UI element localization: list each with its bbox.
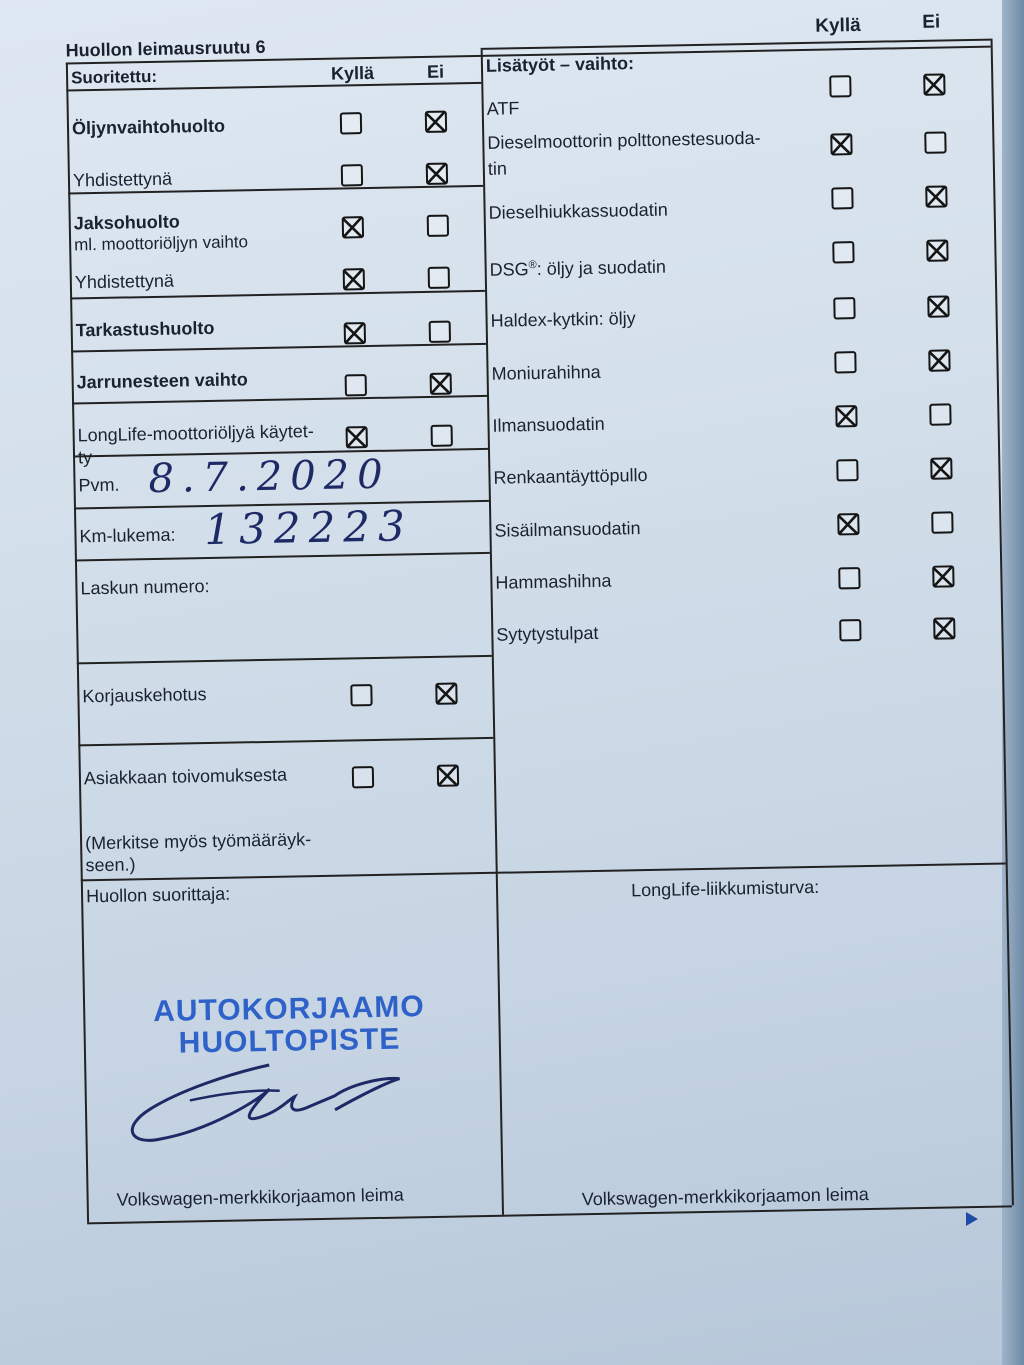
checkmark-icon <box>931 615 957 641</box>
checkbox-ei[interactable] <box>924 131 946 153</box>
signature <box>119 1056 421 1156</box>
checkbox-ei[interactable] <box>927 295 949 317</box>
right-col-yes: Kyllä <box>815 14 861 37</box>
signature-section-divider <box>81 862 1006 880</box>
date-value-handwritten: 8.7.2020 <box>148 451 391 503</box>
checkbox-ei[interactable] <box>430 373 452 395</box>
checkmark-icon <box>435 762 461 788</box>
checkmark-icon <box>341 266 367 292</box>
right-row-label: Dieselmoottorin polttonestesuoda- <box>487 127 761 153</box>
checkbox-ei[interactable] <box>932 565 954 587</box>
right-row-label: Hammashihna <box>495 570 612 593</box>
checkbox-ei[interactable] <box>429 321 451 343</box>
registered-mark: ® <box>528 258 537 272</box>
left-col-yes: Kyllä <box>330 62 375 84</box>
left-row-label: Yhdistettynä <box>74 270 175 293</box>
checkmark-icon <box>928 455 954 481</box>
invoice-number-label: Laskun numero: <box>80 575 210 599</box>
row-divider <box>72 395 487 404</box>
section-label-lisatyot: Lisätyöt – vaihto: <box>485 53 635 76</box>
right-stamp-caption: Volkswagen-merkkikorjaamon leima <box>581 1184 869 1210</box>
checkbox-kylla[interactable] <box>340 112 362 134</box>
longlife-label: LongLife-liikkumisturva: <box>630 876 820 901</box>
checkbox-ei[interactable] <box>931 511 953 533</box>
km-label: Km-lukema: <box>79 524 176 547</box>
stamp-line-1: AUTOKORJAAMO <box>152 990 425 1029</box>
section-label-suoritettu: Suoritettu: <box>70 66 158 88</box>
form-title: Huollon leimausruutu 6 <box>65 36 266 61</box>
right-row-label: Ilmansuodatin <box>492 413 605 436</box>
checkbox-kylla[interactable] <box>342 216 364 238</box>
checkbox-kylla[interactable] <box>829 75 851 97</box>
row-divider <box>77 655 492 664</box>
checkbox-kylla[interactable] <box>350 684 372 706</box>
checkbox-kylla[interactable] <box>835 405 857 427</box>
left-row-label: Jarrunesteen vaihto <box>76 369 248 393</box>
checkbox-kylla[interactable] <box>345 374 367 396</box>
next-page-arrow-icon <box>966 1212 978 1226</box>
checkbox-ei[interactable] <box>930 457 952 479</box>
checkbox-ei[interactable] <box>435 682 457 704</box>
checkmark-icon <box>342 320 368 346</box>
stamp-line-2: HUOLTOPISTE <box>178 1022 401 1060</box>
checkbox-kylla[interactable] <box>837 513 859 535</box>
checkmark-icon <box>428 370 454 396</box>
checkbox-kylla[interactable] <box>341 164 363 186</box>
checkbox-ei[interactable] <box>431 425 453 447</box>
checkmark-icon <box>433 680 459 706</box>
checkbox-kylla[interactable] <box>836 459 858 481</box>
left-row-label: LongLife-moottoriöljyä käytet- <box>77 421 314 446</box>
dsg-label-rest: : öljy ja suodatin <box>536 256 667 279</box>
checkbox-ei[interactable] <box>426 163 448 185</box>
right-row-label: Renkaantäyttöpullo <box>493 464 648 488</box>
row-divider <box>75 552 490 561</box>
right-col-no: Ei <box>922 11 941 33</box>
checkmark-icon <box>925 293 951 319</box>
left-row-label: Yhdistettynä <box>72 168 173 191</box>
date-label: Pvm. <box>78 474 120 496</box>
note-text: (Merkitse myös työmääräyk- <box>84 829 312 854</box>
row-divider <box>78 737 493 746</box>
note-text-cont: seen.) <box>85 854 136 876</box>
right-row-label: Dieselhiukkassuodatin <box>488 199 668 223</box>
checkbox-kylla[interactable] <box>834 351 856 373</box>
service-stamp-form <box>40 1 1012 1238</box>
checkmark-icon <box>833 403 859 429</box>
checkmark-icon <box>423 109 449 135</box>
left-row-label-cont: ty <box>77 447 93 468</box>
checkmark-icon <box>923 183 949 209</box>
right-row-label: Haldex-kytkin: öljy <box>490 308 636 331</box>
right-row-label: Sisäilmansuodatin <box>494 518 641 541</box>
performer-label: Huollon suorittaja: <box>85 883 231 907</box>
checkbox-ei[interactable] <box>425 111 447 133</box>
checkmark-icon <box>930 563 956 589</box>
checkmark-icon <box>344 424 370 450</box>
right-row-label <box>489 252 666 281</box>
checkbox-kylla[interactable] <box>838 567 860 589</box>
checkbox-ei[interactable] <box>428 267 450 289</box>
right-row-label: ATF <box>486 98 520 119</box>
checkbox-kylla[interactable] <box>833 297 855 319</box>
dsg-label: DSG <box>489 259 529 280</box>
checkbox-ei[interactable] <box>923 73 945 95</box>
checkbox-kylla[interactable] <box>343 268 365 290</box>
repair-recommendation-label: Korjauskehotus <box>82 684 207 707</box>
left-row-sublabel: ml. moottoriöljyn vaihto <box>73 232 249 255</box>
left-row-label: Jaksohuolto <box>73 211 180 234</box>
checkbox-ei[interactable] <box>933 617 955 639</box>
left-stamp-caption: Volkswagen-merkkikorjaamon leima <box>116 1184 404 1210</box>
checkbox-ei[interactable] <box>427 215 449 237</box>
checkmark-icon <box>340 214 366 240</box>
checkbox-kylla[interactable] <box>832 241 854 263</box>
checkbox-kylla[interactable] <box>830 133 852 155</box>
checkbox-ei[interactable] <box>926 239 948 261</box>
checkbox-kylla[interactable] <box>346 426 368 448</box>
km-value-handwritten: 132223 <box>203 501 414 555</box>
checkbox-kylla[interactable] <box>839 619 861 641</box>
left-row-label: Öljynvaihtohuolto <box>71 115 226 139</box>
right-row-label-cont: tin <box>487 158 508 179</box>
checkmark-icon <box>828 131 854 157</box>
checkmark-icon <box>924 237 950 263</box>
row-divider <box>71 343 486 352</box>
checkmark-icon <box>921 71 947 97</box>
checkbox-kylla[interactable] <box>831 187 853 209</box>
checkmark-icon <box>926 347 952 373</box>
left-col-no: Ei <box>426 61 445 82</box>
checkmark-icon <box>424 161 450 187</box>
checkbox-ei[interactable] <box>929 403 951 425</box>
checkbox-kylla[interactable] <box>352 766 374 788</box>
left-row-label: Tarkastushuolto <box>75 317 215 341</box>
customer-request-label: Asiakkaan toivomuksesta <box>83 764 288 789</box>
checkbox-kylla[interactable] <box>344 322 366 344</box>
handwritten-signature-icon <box>119 1056 421 1151</box>
right-row-label: Sytytystulpat <box>496 622 599 645</box>
checkbox-ei[interactable] <box>437 764 459 786</box>
checkmark-icon <box>835 511 861 537</box>
workshop-stamp <box>153 991 426 1060</box>
checkbox-ei[interactable] <box>928 349 950 371</box>
checkbox-ei[interactable] <box>925 185 947 207</box>
right-row-label: Moniurahihna <box>491 361 601 384</box>
